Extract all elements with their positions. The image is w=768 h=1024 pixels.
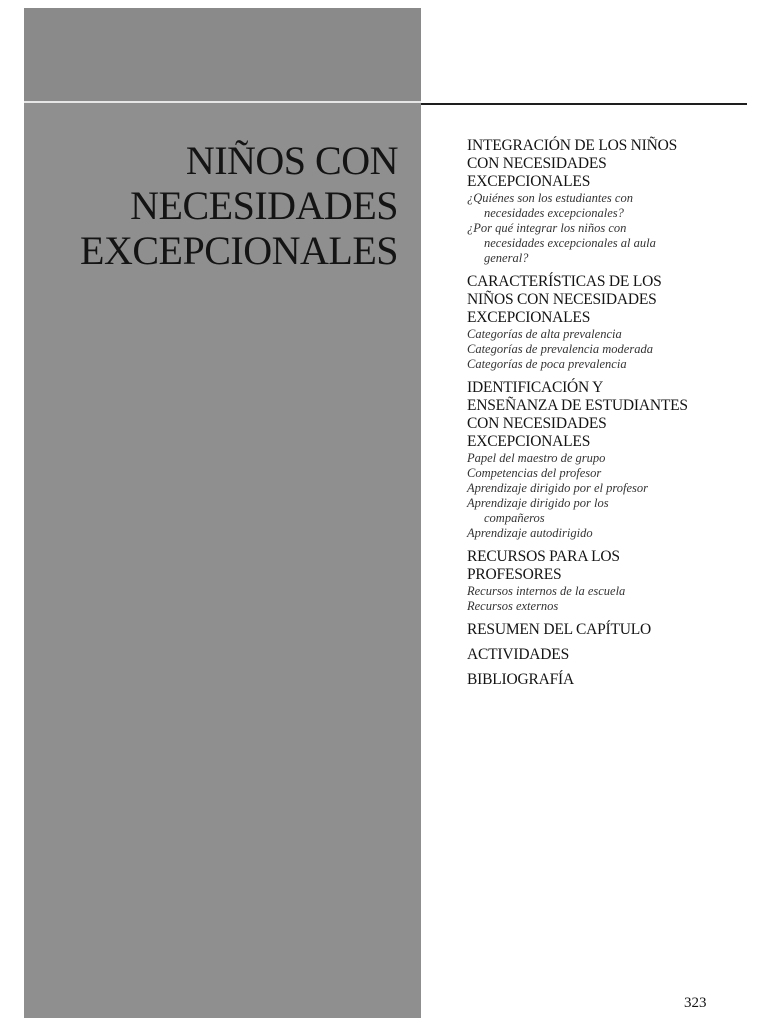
toc-section <box>467 137 712 266</box>
header-rule <box>421 103 747 105</box>
toc-section-heading <box>467 379 712 451</box>
toc-heading-line: CARACTERÍSTICAS DE LOS <box>467 273 662 290</box>
toc-heading-line: EXCEPCIONALES <box>467 433 591 450</box>
toc-section <box>467 548 712 614</box>
toc-heading-line: RESUMEN DEL CAPÍTULO <box>467 621 652 638</box>
toc-subsection-line: Recursos externos <box>467 599 559 613</box>
toc-heading-line: BIBLIOGRAFÍA <box>467 671 574 688</box>
toc-section-heading <box>467 273 712 327</box>
toc-subsection <box>467 466 712 481</box>
toc-subsection-line: Aprendizaje autodirigido <box>467 526 593 540</box>
toc-subsection-line: Recursos internos de la escuela <box>467 584 626 598</box>
toc-heading-line: EXCEPCIONALES <box>467 309 591 326</box>
toc-subsection-line: Aprendizaje dirigido por los <box>467 496 609 510</box>
toc-subsection <box>467 342 712 357</box>
toc-heading-line: EXCEPCIONALES <box>467 173 591 190</box>
panel-top-band <box>24 8 421 102</box>
toc-subsection <box>467 526 712 541</box>
toc-section <box>467 621 712 639</box>
toc-subsection <box>467 191 712 221</box>
toc-section-heading <box>467 548 712 584</box>
toc-subsection-line: ¿Por qué integrar los niños con <box>467 221 627 235</box>
toc-heading-line: INTEGRACIÓN DE LOS NIÑOS <box>467 137 678 154</box>
toc-subsection <box>467 327 712 342</box>
toc-heading-line: RECURSOS PARA LOS <box>467 548 620 565</box>
toc-subsection-line: necesidades excepcionales al aula <box>484 236 656 250</box>
toc-section <box>467 273 712 372</box>
toc-section-heading <box>467 137 712 191</box>
chapter-title-line: EXCEPCIONALES <box>80 228 398 273</box>
toc-subsection-line: Papel del maestro de grupo <box>467 451 606 465</box>
toc-subsection-line: Categorías de alta prevalencia <box>467 327 622 341</box>
toc-section <box>467 379 712 541</box>
page-number: 323 <box>684 995 707 1011</box>
toc-heading-line: ACTIVIDADES <box>467 646 569 663</box>
toc-section <box>467 646 712 664</box>
table-of-contents <box>467 137 712 696</box>
chapter-title <box>80 138 398 273</box>
toc-subsection <box>467 481 712 496</box>
toc-section-heading <box>467 671 712 689</box>
toc-heading-line: CON NECESIDADES <box>467 415 607 432</box>
toc-subsection-line: Categorías de prevalencia moderada <box>467 342 653 356</box>
toc-section-heading <box>467 621 712 639</box>
toc-subsection-line: necesidades excepcionales? <box>484 206 624 220</box>
toc-subsection-line: Competencias del profesor <box>467 466 602 480</box>
header-rule-light <box>24 101 421 103</box>
toc-section-heading <box>467 646 712 664</box>
toc-subsection-line: Aprendizaje dirigido por el profesor <box>467 481 649 495</box>
toc-section <box>467 671 712 689</box>
toc-heading-line: PROFESORES <box>467 566 562 583</box>
toc-subsection-line: ¿Quiénes son los estudiantes con <box>467 191 633 205</box>
toc-subsection-line: general? <box>484 251 529 265</box>
chapter-title-line: NECESIDADES <box>130 183 398 228</box>
toc-subsection-line: Categorías de poca prevalencia <box>467 357 627 371</box>
toc-heading-line: NIÑOS CON NECESIDADES <box>467 291 657 308</box>
toc-subsection <box>467 221 712 266</box>
toc-subsection <box>467 584 712 599</box>
chapter-title-line: NIÑOS CON <box>185 138 398 183</box>
toc-subsection <box>467 357 712 372</box>
toc-heading-line: IDENTIFICACIÓN Y <box>467 379 604 396</box>
toc-subsection <box>467 599 712 614</box>
toc-subsection <box>467 451 712 466</box>
toc-heading-line: ENSEÑANZA DE ESTUDIANTES <box>467 397 688 414</box>
toc-subsection <box>467 496 712 526</box>
toc-heading-line: CON NECESIDADES <box>467 155 607 172</box>
toc-subsection-line: compañeros <box>484 511 545 525</box>
